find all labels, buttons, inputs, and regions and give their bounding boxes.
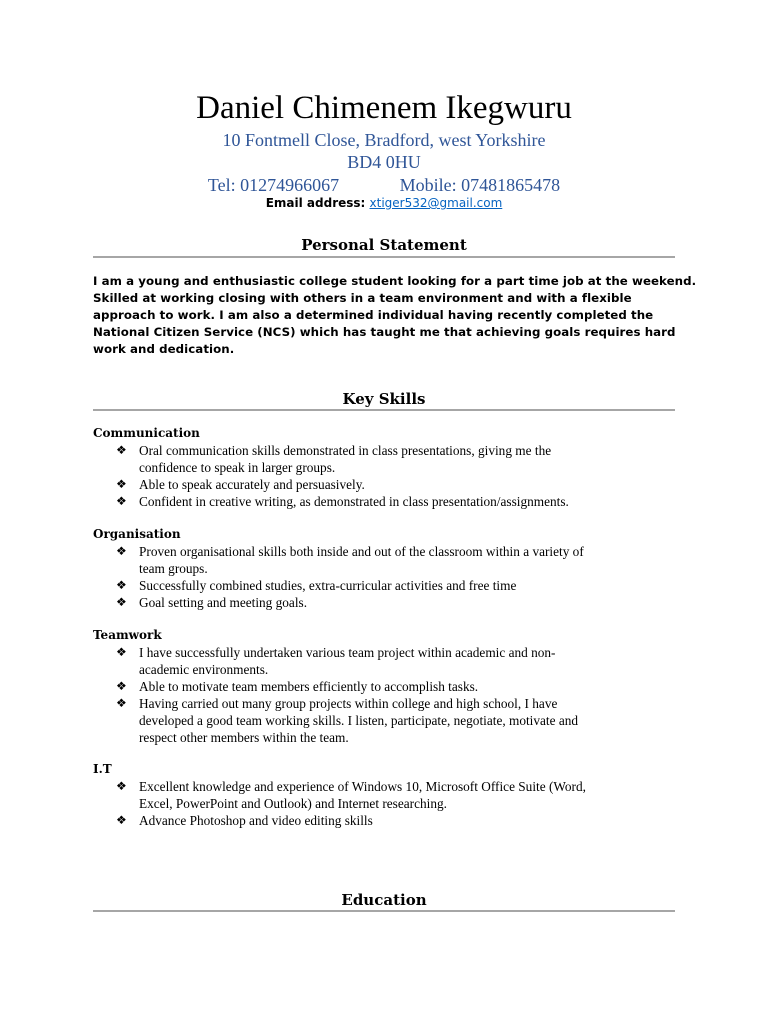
diamond-bullet-icon: ❖ — [116, 696, 127, 710]
email-label: Email address: — [265, 196, 370, 210]
key-skills-heading: Key Skills — [342, 390, 426, 408]
item-line: Excellent knowledge and experience of Windows 10, Microsoft Office Suite (Word, — [139, 779, 586, 794]
diamond-bullet-icon: ❖ — [116, 494, 127, 508]
statement-line: work and dedication. — [93, 342, 235, 356]
section-divider — [93, 256, 675, 258]
list-item — [93, 778, 653, 812]
item-line: Able to speak accurately and persuasively. — [139, 477, 365, 492]
telephone: Tel: 01274966067 — [207, 175, 340, 195]
organisation-list — [93, 543, 653, 611]
list-item — [93, 594, 653, 611]
item-line: I have successfully undertaken various team project within academic and non- — [139, 645, 556, 660]
item-line: Oral communication skills demonstrated in class presentations, giving me the — [139, 443, 552, 458]
email-link[interactable]: xtiger532@gmail.com — [369, 196, 503, 210]
teamwork-list — [93, 644, 653, 746]
statement-line: National Citizen Service (NCS) which has taught me that achieving goals requires hard — [93, 325, 676, 339]
diamond-bullet-icon: ❖ — [116, 477, 127, 491]
item-line: developed a good team working skills. I listen, participate, negotiate, motivate and — [139, 713, 579, 728]
item-line: Confident in creative writing, as demonstrated in class presentation/assignments. — [139, 494, 569, 509]
item-line: respect other members within the team. — [139, 730, 349, 745]
list-item — [93, 812, 653, 829]
phone-numbers — [0, 174, 768, 196]
list-item — [93, 476, 653, 493]
statement-line: approach to work. I am also a determined individual having recently completed the — [93, 308, 654, 322]
item-line: confidence to speak in larger groups. — [139, 460, 336, 475]
item-line: Able to motivate team members efficiently to accomplish tasks. — [139, 679, 479, 694]
organisation-subheading: Organisation — [93, 527, 181, 541]
item-line: Goal setting and meeting goals. — [139, 595, 308, 610]
diamond-bullet-icon: ❖ — [116, 443, 127, 457]
statement-line: I am a young and enthusiastic college student looking for a part time job at the weekend. — [93, 274, 697, 288]
list-item — [93, 442, 653, 476]
mobile: Mobile: 07481865478 — [399, 175, 561, 195]
item-line: Successfully combined studies, extra-curricular activities and free time — [139, 578, 517, 593]
diamond-bullet-icon: ❖ — [116, 595, 127, 609]
item-line: Excel, PowerPoint and Outlook) and Internet researching. — [139, 796, 447, 811]
list-item — [93, 577, 653, 594]
teamwork-subheading: Teamwork — [93, 628, 162, 642]
item-line: team groups. — [139, 561, 208, 576]
statement-line: Skilled at working closing with others in a team environment and with a flexible — [93, 291, 632, 305]
section-divider — [93, 409, 675, 411]
address-line-2: BD4 0HU — [347, 152, 421, 172]
item-line: Proven organisational skills both inside and out of the classroom within a variety of — [139, 544, 584, 559]
list-item — [93, 493, 653, 510]
section-divider — [93, 910, 675, 912]
personal-statement-text — [93, 273, 697, 358]
item-line: academic environments. — [139, 662, 269, 677]
item-line: Having carried out many group projects within college and high school, I have — [139, 696, 558, 711]
address-line-1: 10 Fontmell Close, Bradford, west Yorkshire — [222, 130, 546, 150]
communication-subheading: Communication — [93, 426, 200, 440]
it-subheading: I.T — [93, 762, 112, 776]
list-item — [93, 695, 653, 746]
diamond-bullet-icon: ❖ — [116, 813, 127, 827]
diamond-bullet-icon: ❖ — [116, 779, 127, 793]
candidate-name: Daniel Chimenem Ikegwuru — [196, 90, 572, 126]
list-item — [93, 644, 653, 678]
email-line — [0, 195, 768, 211]
education-heading: Education — [341, 891, 427, 909]
diamond-bullet-icon: ❖ — [116, 679, 127, 693]
it-list — [93, 778, 653, 829]
personal-statement-heading: Personal Statement — [301, 236, 467, 254]
diamond-bullet-icon: ❖ — [116, 645, 127, 659]
communication-list — [93, 442, 653, 510]
list-item — [93, 543, 653, 577]
item-line: Advance Photoshop and video editing skills — [139, 813, 373, 828]
diamond-bullet-icon: ❖ — [116, 544, 127, 558]
diamond-bullet-icon: ❖ — [116, 578, 127, 592]
list-item — [93, 678, 653, 695]
